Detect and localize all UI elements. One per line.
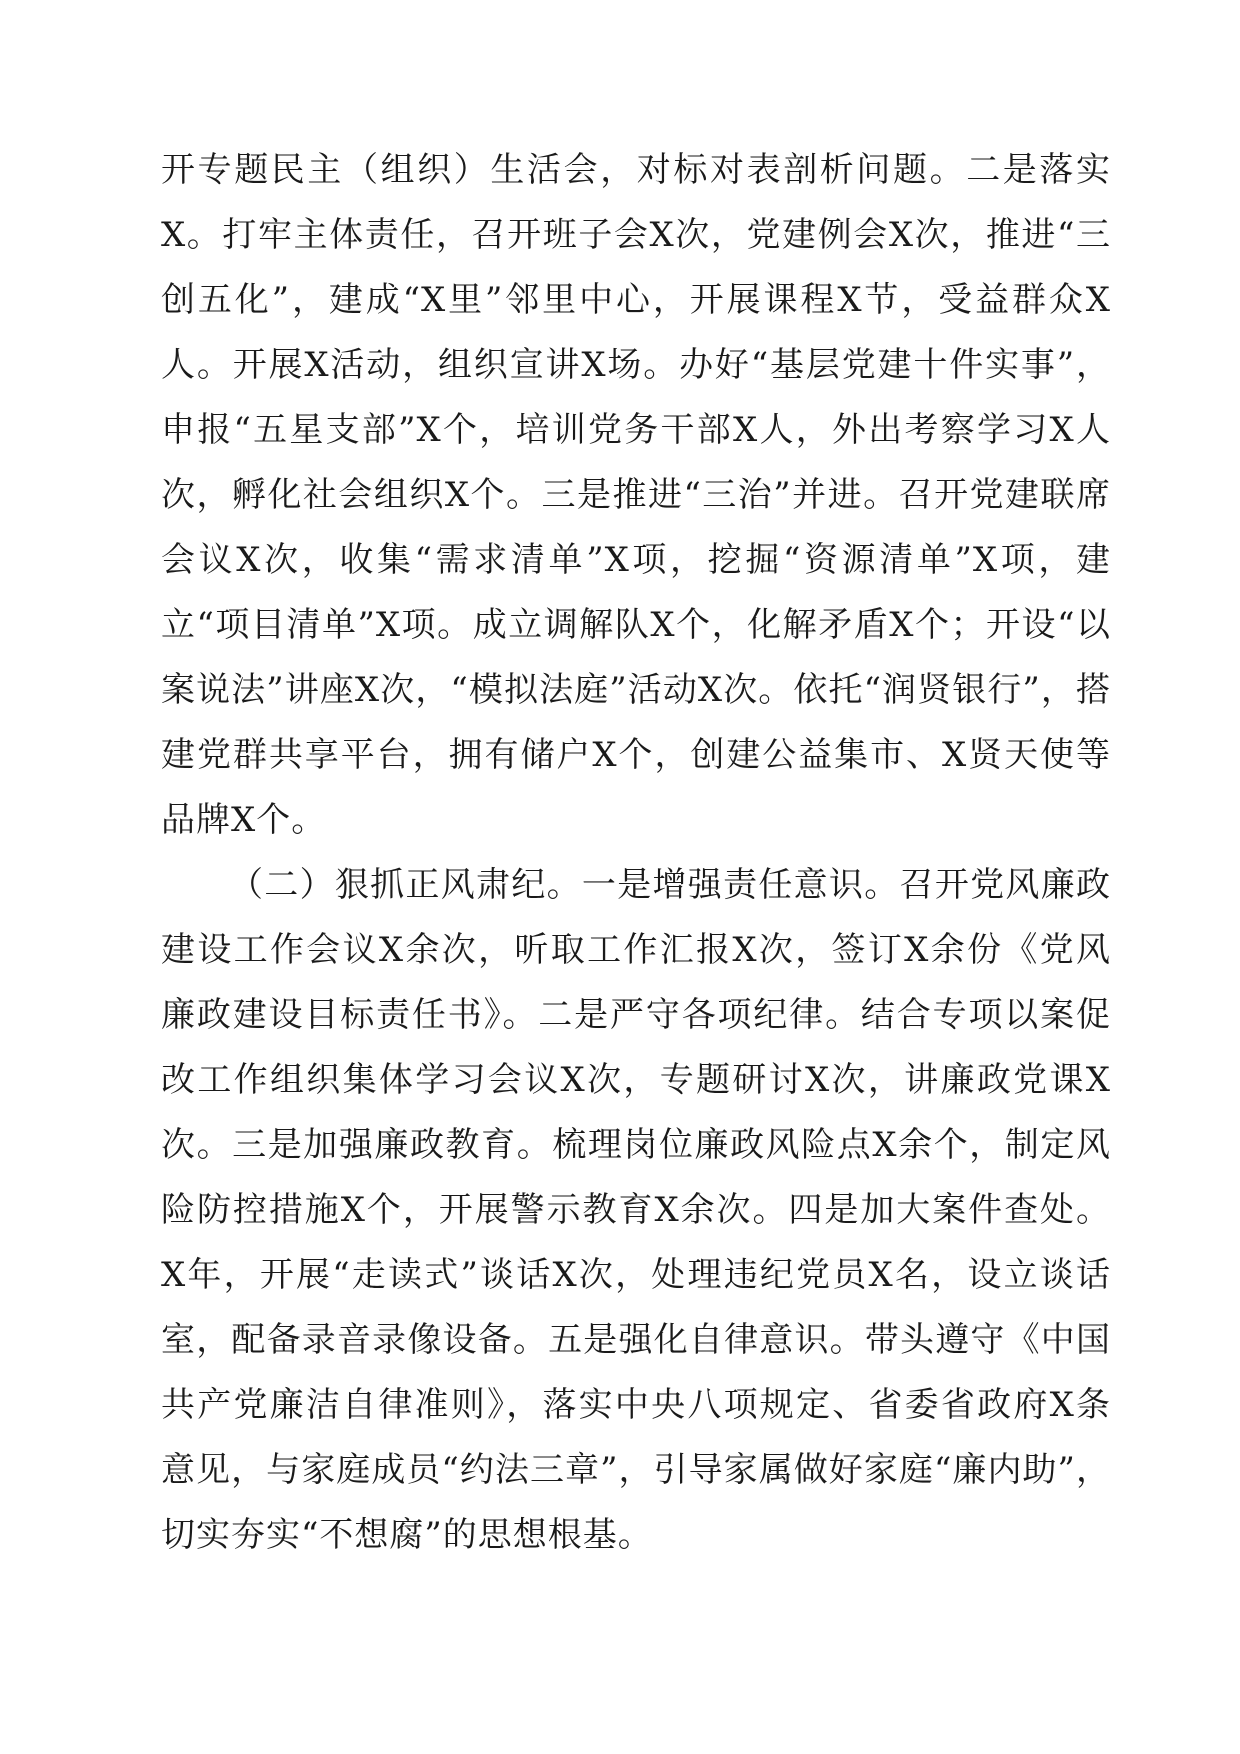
- paragraph-section-2: （二）狠抓正风肃纪。一是增强责任意识。召开党风廉政建设工作会议X余次，听取工作汇报X次，签订X余份《党风廉政建设目标责任书》。二是严守各项纪律。结合专项以案促改工作组织集体学习会议X次，专题研讨X次，讲廉政党课X次。三是加强廉政教育。梳理岗位廉政风险点X余个，制定风险防控措施X个，开展警示教育X余次。四是加大案件查处。X年，开展“走读式”谈话X次，处理违纪党员X名，设立谈话室，配备录音录像设备。五是强化自律意识。带头遵守《中国共产党廉洁自律准则》，落实中央八项规定、省委省政府X条意见，与家庭成员“约法三章”，引导家属做好家庭“廉内助”，切实夯实“不想腐”的思想根基。: [161, 865, 1111, 1555]
- paragraph-continuation: 开专题民主（组织）生活会，对标对表剖析问题。二是落实X。打牢主体责任，召开班子会X次，党建例会X次，推进“三创五化”，建成“X里”邻里中心，开展课程X节，受益群众X人。开展X活动，组织宣讲X场。办好“基层党建十件实事”，申报“五星支部”X个，培训党务干部X人，外出考察学习X人次，孵化社会组织X个。三是推进“三治”并进。召开党建联席会议X次，收集“需求清单”X项，挖掘“资源清单”X项，建立“项目清单”X项。成立调解队X个，化解矛盾X个；开设“以案说法”讲座X次，“模拟法庭”活动X次。依托“润贤银行”，搭建党群共享平台，拥有储户X个，创建公益集市、X贤天使等品牌X个。: [161, 150, 1111, 840]
- document-body: [161, 138, 1111, 1568]
